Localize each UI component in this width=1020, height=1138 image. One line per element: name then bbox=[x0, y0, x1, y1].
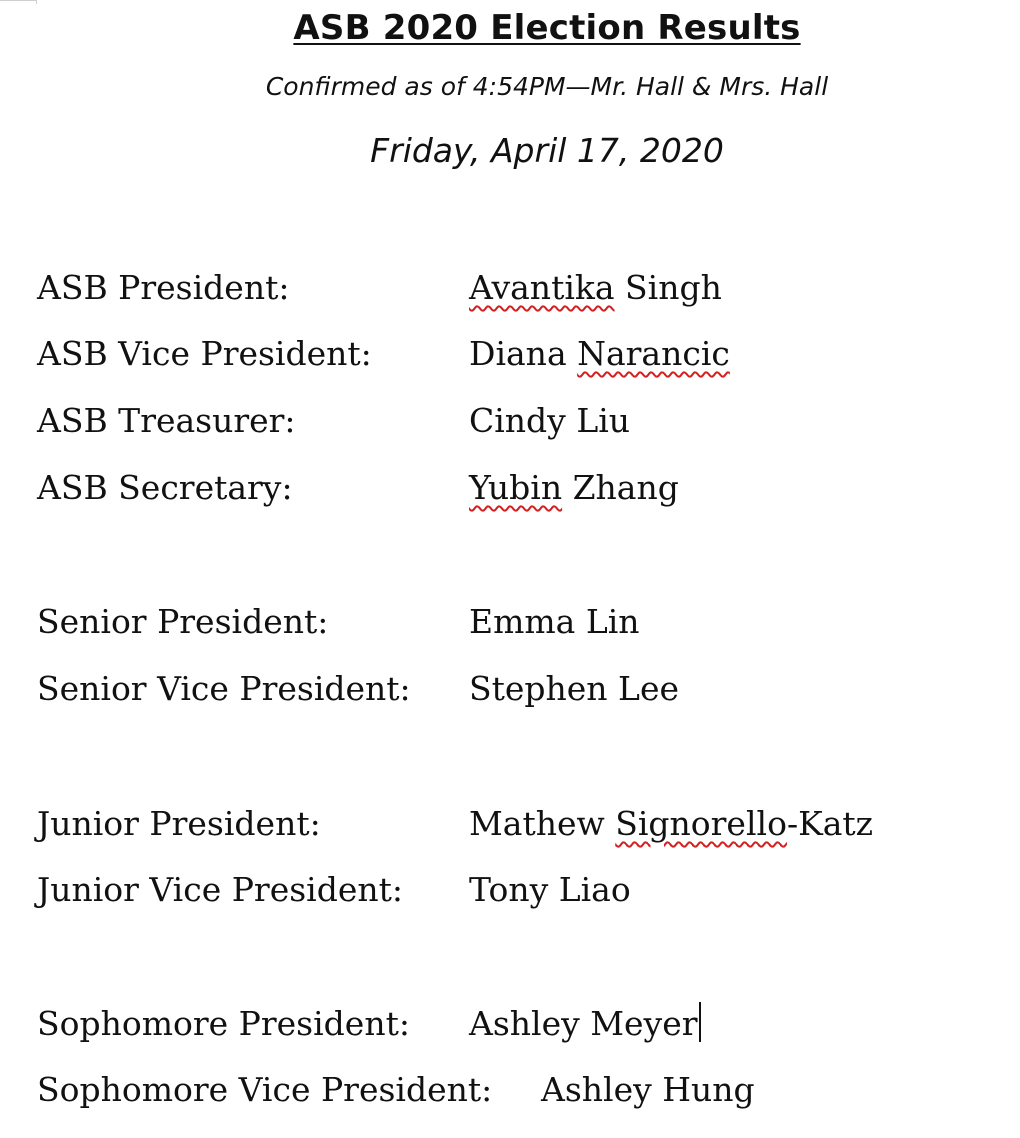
office-label: ASB President: bbox=[37, 268, 290, 307]
office-label: ASB Treasurer: bbox=[37, 401, 296, 440]
spelling-flagged-word[interactable]: Yubin bbox=[469, 468, 563, 507]
name-part: Mathew bbox=[469, 804, 616, 843]
document-subtitle: Confirmed as of 4:54PM—Mr. Hall & Mrs. Hall bbox=[265, 72, 829, 101]
name-part: -Katz bbox=[786, 804, 874, 843]
text-cursor bbox=[699, 1002, 701, 1042]
candidate-name: Emma Lin bbox=[469, 602, 640, 641]
name-text: Ashley Meyer bbox=[469, 1004, 698, 1043]
candidate-name: Ashley Hung bbox=[541, 1070, 755, 1109]
candidate-name bbox=[469, 466, 679, 510]
candidate-name bbox=[469, 332, 730, 376]
office-label: Senior Vice President: bbox=[37, 669, 411, 708]
candidate-name: Tony Liao bbox=[469, 870, 631, 909]
candidate-name bbox=[469, 802, 873, 846]
candidate-name bbox=[469, 266, 722, 310]
candidate-name bbox=[469, 1002, 701, 1046]
candidate-name: Stephen Lee bbox=[469, 669, 680, 708]
office-label: Junior President: bbox=[37, 804, 321, 843]
name-part: Singh bbox=[614, 268, 722, 307]
spelling-flagged-word[interactable]: Avantika bbox=[469, 268, 615, 307]
name-part: Diana bbox=[469, 334, 578, 373]
office-label: Sophomore President: bbox=[37, 1004, 410, 1043]
spelling-flagged-word[interactable]: Signorello bbox=[615, 804, 787, 843]
office-label: Junior Vice President: bbox=[37, 870, 404, 909]
document-title-text: ASB 2020 Election Results bbox=[293, 8, 801, 48]
office-label: ASB Vice President: bbox=[37, 334, 372, 373]
candidate-name: Cindy Liu bbox=[469, 401, 631, 440]
document-title bbox=[0, 8, 1020, 48]
office-label: Sophomore Vice President: bbox=[37, 1070, 493, 1109]
office-label: Senior President: bbox=[37, 602, 329, 641]
page-corner-marker bbox=[0, 0, 36, 1]
spelling-flagged-word[interactable]: Narancic bbox=[577, 334, 730, 373]
office-label: ASB Secretary: bbox=[37, 468, 293, 507]
page-corner-marker-tick bbox=[36, 0, 37, 4]
name-part: Zhang bbox=[562, 468, 679, 507]
document-date: Friday, April 17, 2020 bbox=[370, 131, 724, 170]
